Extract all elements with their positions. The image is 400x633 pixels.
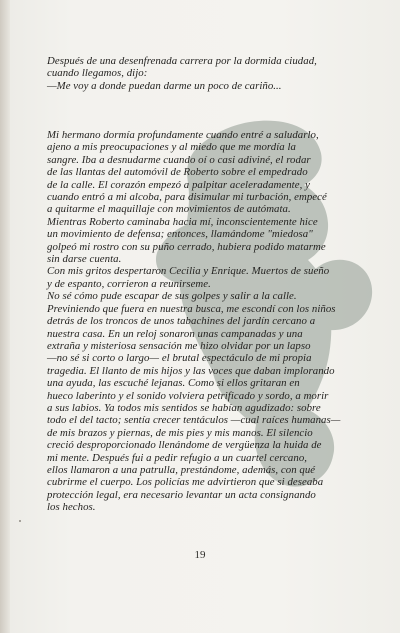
main-line: de las llantas del automóvil de Roberto sobre el empedrado [47, 166, 308, 179]
intro-paragraph [47, 55, 347, 92]
main-line: cubrirme el cuerpo. Los policías me advirtieron que si deseaba [47, 476, 324, 489]
intro-line: Después de una desenfrenada carrera por la dormida ciudad, [47, 55, 317, 67]
main-line: detrás de los troncos de unos tabachines del jardín cercano a [47, 315, 316, 328]
main-line: Mientras Roberto caminaba hacia mí, inconscientemente hice [47, 215, 318, 228]
main-line: un movimiento de defensa; entonces, llamándome "miedosa" [47, 228, 313, 241]
main-line: de la calle. El corazón empezó a palpitar aceleradamente, y [47, 178, 310, 191]
main-line: Con mis gritos despertaron Cecilia y Enrique. Muertos de sueño [47, 265, 330, 278]
main-line: los hechos. [47, 501, 96, 514]
main-line: y de espanto, corrieron a reunirseme. [47, 277, 211, 290]
paper-speck [19, 520, 21, 522]
main-line: creció desproporcionado llenándome de vergüenza la huida de [47, 439, 322, 452]
main-line: hueco laberinto y el sonido volviera petrificado y sordo, a morir [47, 389, 329, 402]
main-line: cuando entró a mi alcoba, para disimular mi turbación, empecé [47, 191, 327, 204]
page-number: 19 [194, 549, 206, 561]
main-line: a quitarme el maquillaje con movimientos de autómata. [47, 203, 291, 216]
main-line: No sé cómo pude escapar de sus golpes y salir a la calle. [47, 290, 297, 303]
main-line: Mi hermano dormía profundamente cuando entré a saludarlo, [47, 129, 319, 141]
main-line: Previniendo que fuera en nuestra busca, me escondí con los niños [47, 302, 336, 315]
main-line: ellos llamaron a una patrulla, prestándome, además, con qué [47, 463, 316, 476]
main-line: sin darse cuenta. [47, 253, 122, 266]
main-line: todo el del tacto; sentía crecer tentáculos —cual raíces humanas— [47, 414, 341, 427]
main-line: una ayuda, las escuché lejanas. Como si ellos gritaran en [47, 377, 300, 390]
page-gutter-shadow [0, 0, 10, 633]
main-line: tragedia. El llanto de mis hijos y las voces que daban implorando [47, 364, 335, 377]
main-line: a sus labios. Ya todos mis sentidos se habían agudizado: sobre [47, 401, 321, 414]
main-line: ajeno a mis preocupaciones y al miedo que me mordía la [47, 141, 296, 154]
main-paragraph [47, 129, 347, 514]
main-line: mi mente. Después fui a pedir refugio a un cuartel cercano, [47, 451, 308, 464]
intro-line: cuando llegamos, dijo: [47, 67, 148, 80]
main-line: protección legal, era necesario levantar un acta consignando [47, 488, 316, 501]
main-line: —no sé si corto o largo— el brutal espectáculo de mi propia [47, 352, 312, 365]
main-line: extraña y misteriosa sensación me hizo olvidar por un lapso [47, 339, 311, 352]
main-line: golpeó mi rostro con su puño cerrado, hubiera podido matarme [47, 240, 326, 253]
main-line: nuestra casa. En un reloj sonaron unas campanadas y una [47, 327, 303, 340]
intro-line: —Me voy a donde puedan darme un poco de cariño... [47, 79, 282, 92]
main-line: de mis brazos y piernas, de mis pies y mis manos. El silencio [47, 426, 313, 439]
main-line: sangre. Iba a desnudarme cuando oí o casi adiviné, el rodar [47, 153, 311, 166]
